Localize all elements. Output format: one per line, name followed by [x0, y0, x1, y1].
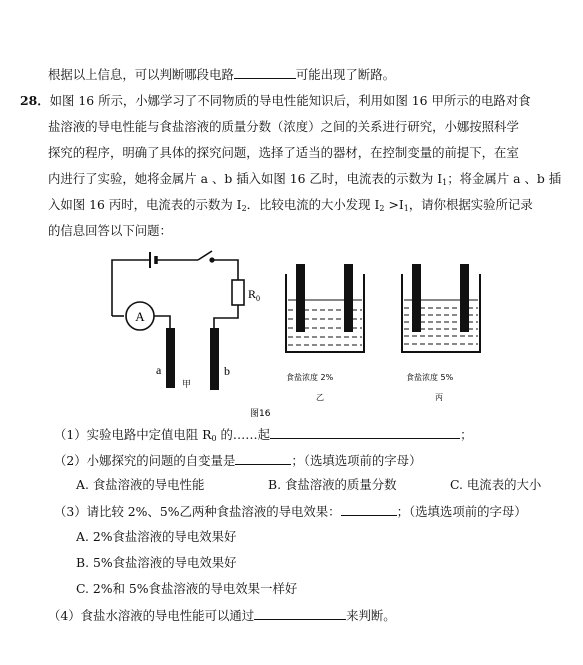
option-2c[interactable]: C. 电流表的大小: [450, 477, 542, 492]
question-28-line-2: [48, 119, 519, 135]
figure-16: [100, 248, 500, 418]
electrode-a: [166, 328, 175, 388]
subscript: 1: [442, 178, 448, 187]
question-number: 28．: [20, 93, 50, 108]
question-text: 的……起: [216, 427, 271, 442]
sub-question-1: [54, 426, 472, 447]
option-3b[interactable]: B. 5%食盐溶液的导电效果好: [76, 555, 237, 570]
question-text: 的信息回答以下问题：: [48, 223, 172, 238]
question-text: ；（选填选项前的字母）: [396, 504, 527, 519]
question-text: ，请你根据实验所记录: [408, 197, 533, 212]
option-2a[interactable]: A. 食盐溶液的导电性能: [76, 477, 205, 492]
question-text: 探究的程序，明确了具体的探究问题，选择了适当的器材，在控制变量的前提下，在室: [48, 145, 519, 160]
intro-line: [48, 66, 395, 83]
question-text: （2）小娜探究的问题的自变量是: [54, 453, 236, 468]
sub-question-3: [54, 503, 527, 520]
question-28-line-1: [20, 93, 531, 109]
beaker-2-label: 丙: [435, 393, 443, 402]
circuit-diagram: [112, 251, 244, 330]
question-text: （1）实验电路中定值电阻 R: [54, 427, 212, 442]
beaker-1-text: 食盐浓度 2%: [286, 373, 334, 382]
question-text: 盐溶液的导电性能与食盐溶液的质量分数（浓度）之间的关系进行研究，小娜按照科学: [48, 119, 519, 134]
question-28-line-6: [48, 223, 172, 239]
ammeter-label: A: [135, 309, 145, 324]
beaker-2-percent: [286, 264, 364, 352]
label-jia: 甲: [182, 380, 192, 390]
question-28-line-3: [48, 145, 519, 161]
sub-question-2: [54, 452, 421, 469]
question-text: 来判断。: [346, 608, 396, 623]
label-b: b: [224, 364, 230, 378]
question-text: （4）食盐水溶液的导电性能可以通过: [48, 608, 255, 623]
option-3c[interactable]: C. 2%和 5%食盐溶液的导电效果一样好: [76, 581, 298, 596]
electrode-b: [210, 328, 219, 390]
subscript: 0: [211, 434, 217, 443]
answer-blank-3[interactable]: [341, 503, 397, 516]
beaker-2-text: 食盐浓度 5%: [406, 373, 454, 382]
question-text: 如图 16 所示，小娜学习了不同物质的导电性能知识后，利用如图 16 甲所示的电路对食: [49, 93, 531, 108]
answer-blank-4[interactable]: [254, 607, 346, 620]
intro-text-end: 可能出现了断路。: [295, 67, 395, 82]
answer-blank-intro[interactable]: [234, 66, 296, 79]
beaker-5-percent: [402, 264, 480, 352]
subscript: 2: [241, 204, 247, 213]
question-text: >I: [384, 197, 404, 212]
question-text: ；将金属片 a 、b 插: [447, 171, 562, 186]
question-text: ；: [460, 427, 473, 442]
answer-blank-1[interactable]: [270, 426, 460, 439]
question-text: 入如图 16 丙时，电流表的示数为 I: [48, 197, 242, 212]
option-2b[interactable]: B. 食盐溶液的质量分数: [268, 477, 397, 492]
sub-question-4: [48, 607, 396, 624]
resistor-label: $R_0$: [248, 287, 261, 303]
figure-caption: 图16: [250, 409, 271, 418]
beaker-1-label: 乙: [316, 393, 324, 402]
question-text: ；（选填选项前的字母）: [291, 453, 422, 468]
question-28-line-4: [48, 171, 561, 191]
question-text: 内进行了实验，她将金属片 a 、b 插入如图 16 乙时，电流表的示数为 I: [48, 171, 443, 186]
question-28-line-5: 入如图 16 丙时，电流表的示数为 $I_2$．比较电流的大小发现 $I_2 >I_1$，请你根据实验所记录: [48, 197, 533, 213]
question-text: ．比较电流的大小发现 I: [246, 197, 380, 212]
label-a: a: [156, 363, 162, 377]
answer-blank-2[interactable]: [235, 452, 291, 465]
intro-text: 根据以上信息，可以判断哪段电路: [48, 67, 234, 82]
question-text: （3）请比较 2%、5%乙两种食盐溶液的导电效果：: [54, 504, 341, 519]
option-3a[interactable]: A. 2%食盐溶液的导电效果好: [76, 529, 237, 544]
